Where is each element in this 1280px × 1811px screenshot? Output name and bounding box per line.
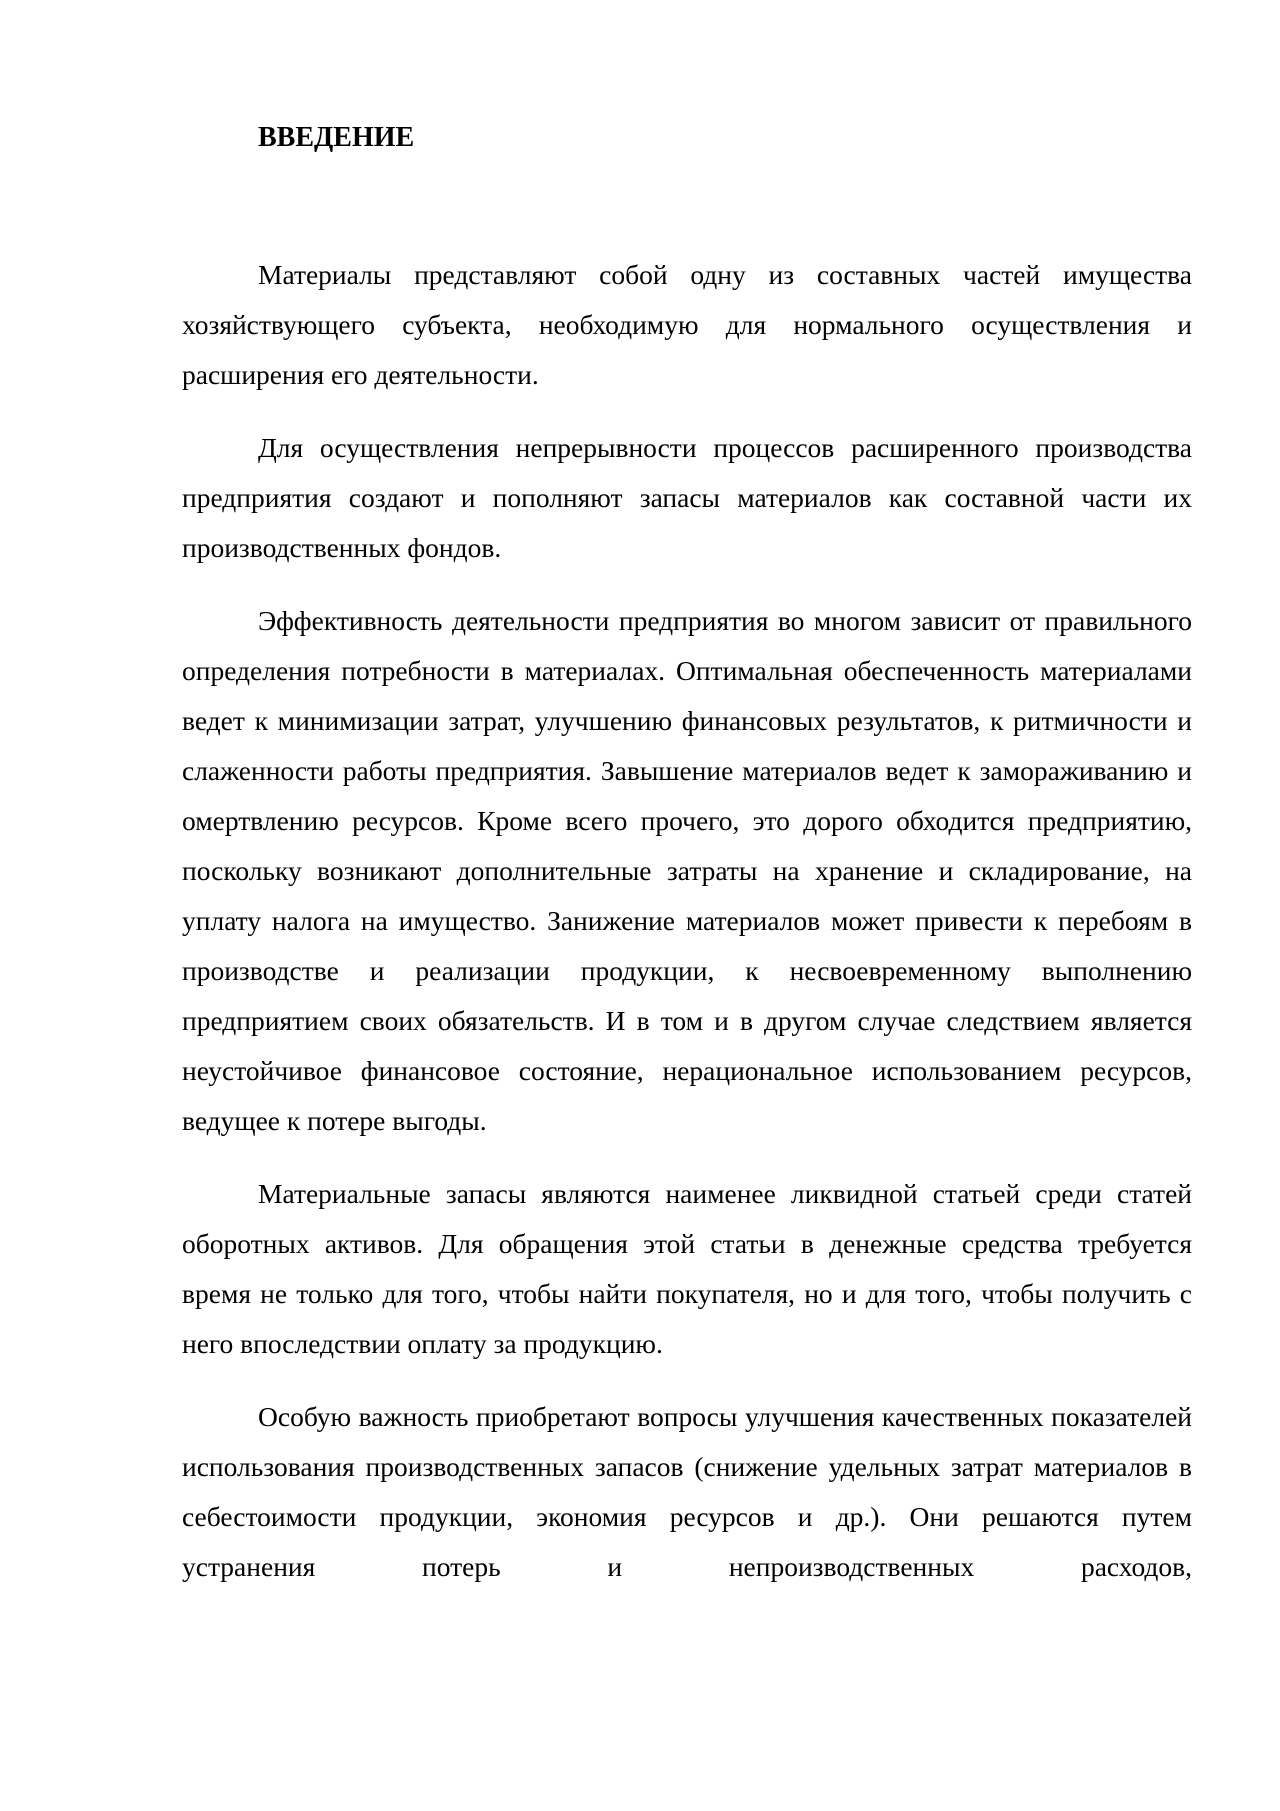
paragraph: Для осуществления непрерывности процессов расширенного производства предприятия создают и пополняют запасы материалов как составной части их производственных фондов.: [182, 432, 1192, 563]
paragraph: Материальные запасы являются наименее ликвидной статьей среди статей оборотных активов. Для обращения этой статьи в денежные средства требуется время не только для того, чтобы найти покупателя, но и для того, чтобы получить с него впоследствии оплату за продукцию.: [182, 1178, 1192, 1359]
document-body: [182, 250, 1192, 1615]
section-heading: ВВЕДЕНИЕ: [258, 122, 415, 153]
paragraph: Особую важность приобретают вопросы улучшения качественных показателей использования производственных запасов (снижение удельных затрат материалов в себестоимости продукции, экономия ресурсов и др.). Они решаются путем устранения потерь и непроизводственных расходов,: [182, 1401, 1192, 1582]
paragraph: Материалы представляют собой одну из составных частей имущества хозяйствующего субъекта, необходимую для нормального осуществления и расширения его деятельности.: [182, 259, 1192, 390]
paragraph: Эффективность деятельности предприятия во многом зависит от правильного определения потребности в материалах. Оптимальная обеспеченность материалами ведет к минимизации затрат, улучшению финансовых результатов, к ритмичности и слаженности работы предприятия. Завышение материалов ведет к замораживанию и омертвлению ресурсов. Кроме всего прочего, это дорого обходится предприятию, поскольку возникают дополнительные затраты на хранение и складирование, на уплату налога на имущество. Занижение материалов может привести к перебоям в производстве и реализации продукции, к несвоевременному выполнению предприятием своих обязательств. И в том и в другом случае следствием является неустойчивое финансовое состояние, нерациональное использованием ресурсов, ведущее к потере выгоды.: [182, 605, 1192, 1136]
